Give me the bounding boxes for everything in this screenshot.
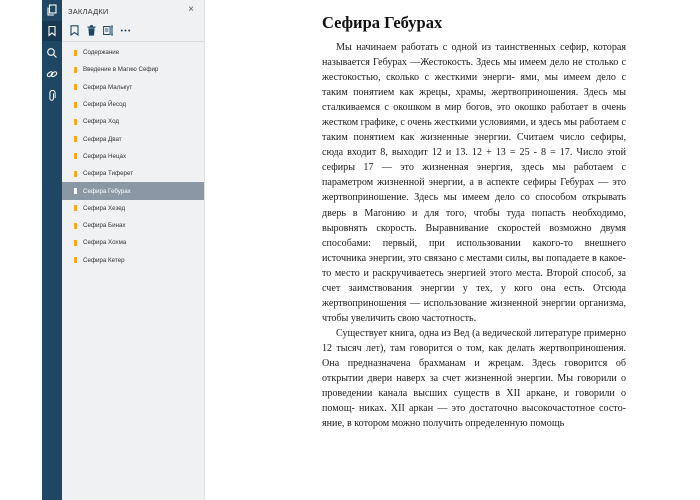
delete-icon[interactable] [86, 25, 97, 36]
link-icon [46, 68, 58, 80]
paragraph: Существует книга, одна из Вед (а ведической литературе примерно 12 тысяч лет), там говорится о том, как делать жертвоприношения. Она предназначена брахманам и жрецам. Здесь говорится об открытии двери наверх за счет жизненной энергии. Мы говорили о проведении канала высших существ в XII аркане, и говорили о помощ- никах. XII аркан — это достаточно высокочастотное состо- яние, в котором можно получить определенную помощь [322, 327, 626, 430]
bookmark-marker-icon [74, 205, 77, 211]
bookmark-label: Содержание [83, 49, 120, 57]
bookmark-marker-icon [74, 257, 77, 263]
links-button[interactable] [42, 64, 62, 84]
bookmark-label: Сефира Гебурах [83, 187, 131, 195]
bookmark-marker-icon [74, 136, 77, 142]
bookmark-marker-icon [74, 240, 77, 246]
bookmark-item[interactable] [62, 165, 204, 182]
paragraph: Мы начинаем работать с одной из таинственных сефир, которая называется Гебурах —Жестокость. Здесь мы имеем дело не столько с жестокостью, сколько с жесткими энерги- ями, мы имеем дело с таким понятием как жрецы, храмы, жертвоприношения. Здесь мы сталкиваемся с окошком в мир богов, это окошко работает в очень жестком графике, с очень жесткими условиями, и здесь мы работаем с таким понятием как жизненные энергии. Считаем число сефиры, сюда входит 8, выходит 12 и 13. 12 + 13 = 25 - 8 = 17. Число этой сефиры 17 — это жизненная энергия, здесь мы работаем с параметром жизненной энергии, а в аспекте сефиры Гебурах — это жертвоприношение. Здесь мы имеем дело со способом открывать дверь в Магонию и для того, чтобы туда попасть необходимо, выровнять скорость. Выравнивание скоростей возможно двумя способами: первый, при использовании какого-то внешнего источника энергии, это связано с местами силы, вы попадаете в какое-то место и раскручиваетесь энергией этого места. Второй способ, за счет заимствования энергии у тех, у кого она есть. Отсюда жертвоприношения — использование жизненной энергии организма, чтобы увеличить свою частотность. [322, 42, 626, 324]
bookmark-label: Сефира Малькут [83, 83, 133, 91]
bookmark-label: Сефира Хохма [83, 239, 127, 247]
pages-button[interactable] [42, 0, 62, 20]
search-icon [46, 47, 58, 59]
bookmark-icon [46, 25, 58, 37]
bookmark-label: Введение в Магию Сефир [83, 66, 159, 74]
more-icon[interactable] [120, 25, 131, 36]
bookmark-marker-icon [74, 188, 77, 194]
bookmark-item[interactable] [62, 200, 204, 217]
bookmark-marker-icon [74, 67, 77, 73]
bookmarks-button[interactable] [42, 21, 62, 41]
bookmark-item[interactable] [62, 113, 204, 130]
bookmark-item[interactable] [62, 252, 204, 269]
bookmark-item[interactable] [62, 182, 204, 199]
bookmark-tools [62, 22, 204, 38]
pages-icon [46, 4, 58, 16]
rename-icon[interactable] [103, 25, 114, 36]
bookmark-item[interactable] [62, 217, 204, 234]
panel-title: ЗАКЛАДКИ [68, 6, 109, 16]
bookmarks-panel [62, 0, 205, 500]
paperclip-icon [46, 90, 58, 102]
bookmark-list [62, 44, 204, 269]
bookmark-label: Сефира Тиферет [83, 170, 134, 178]
close-icon[interactable]: × [188, 4, 194, 15]
bookmark-marker-icon [74, 171, 77, 177]
bookmark-marker-icon [74, 119, 77, 125]
bookmark-item[interactable] [62, 148, 204, 165]
document-page [282, 0, 652, 500]
bookmark-item[interactable] [62, 61, 204, 78]
bookmark-label: Сефира Йесод [83, 101, 127, 109]
bookmark-item[interactable] [62, 96, 204, 113]
add-bookmark-icon[interactable] [69, 25, 80, 36]
panel-header [62, 0, 204, 22]
page-body [322, 40, 626, 431]
bookmark-marker-icon [74, 223, 77, 229]
page-title: Сефира Гебурах [322, 13, 443, 32]
bookmark-marker-icon [74, 153, 77, 159]
bookmark-label: Сефира Бинах [83, 222, 126, 230]
bookmark-label: Сефира Хезед [83, 204, 126, 212]
search-button[interactable] [42, 43, 62, 63]
bookmark-label: Сефира Дват [83, 135, 122, 143]
bookmark-marker-icon [74, 102, 77, 108]
bookmark-marker-icon [74, 84, 77, 90]
panel-divider [62, 41, 204, 42]
bookmark-item[interactable] [62, 234, 204, 251]
bookmark-marker-icon [74, 50, 77, 56]
attachments-button[interactable] [42, 86, 62, 106]
bookmark-label: Сефира Нецах [83, 152, 127, 160]
bookmark-item[interactable] [62, 130, 204, 147]
bookmark-label: Сефира Кетер [83, 256, 125, 264]
bookmark-item[interactable] [62, 44, 204, 61]
left-icon-toolbar [42, 0, 62, 500]
bookmark-item[interactable] [62, 79, 204, 96]
bookmark-label: Сефира Ход [83, 118, 120, 126]
